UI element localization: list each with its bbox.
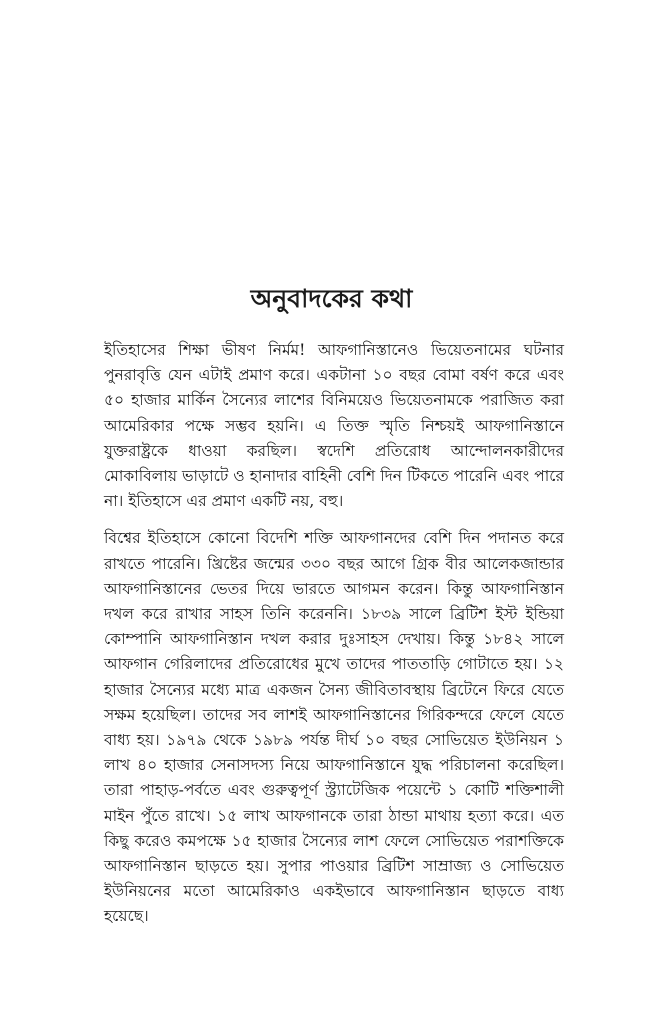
page-title: অনুবাদকের কথা <box>250 284 413 313</box>
paragraph-2: বিশ্বের ইতিহাসে কোনো বিদেশি শক্তি আফগানদের বেশি দিন পদানত করে রাখতে পারেনি। খ্রিষ্টের জন্মের ৩৩০ বছর আগে গ্রিক বীর আলেকজান্ডার আফগানিস্তানের ভেতর দিয়ে ভারতে আগমন করেন। কিন্তু আফগানিস্তান দখল করে রাখার সাহস তিনি করেননি। ১৮৩৯ সালে ব্রিটিশ ইস্ট ইন্ডিয়া কোম্পানি আফগানিস্তান দখল করার দুঃসাহস দেখায়। কিন্তু ১৮৪২ সালে আফগান গেরিলাদের প্রতিরোধের মুখে তাদের পাততাড়ি গোটাতে হয়। ১২ হাজার সৈন্যের মধ্যে মাত্র একজন সৈন্য জীবিতাবস্থায় ব্রিটেনে ফিরে যেতে সক্ষম হয়েছিল। তাদের সব লাশই আফগানিস্তানের গিরিকন্দরে ফেলে যেতে বাধ্য হয়। ১৯৭৯ থেকে ১৯৮৯ পর্যন্ত দীর্ঘ ১০ বছর সোভিয়েত ইউনিয়ন ১ লাখ ৪০ হাজার সেনাসদস্য নিয়ে আফগানিস্তানে যুদ্ধ পরিচালনা করেছিল। তারা পাহাড়-পর্বতে এবং গুরুত্বপূর্ণ স্ট্র্যাটেজিক পয়েন্টে ১ কোটি শক্তিশালী মাইন পুঁতে রাখে। ১৫ লাখ আফগানকে তারা ঠান্ডা মাথায় হত্যা করে। এত কিছু করেও কমপক্ষে ১৫ হাজার সৈন্যের লাশ ফেলে সোভিয়েত পরাশক্তিকে আফগানিস্তান ছাড়তে হয়। সুপার পাওয়ার ব্রিটিশ সাম্রাজ্য ও সোভিয়েত ইউনিয়নের মতো আমেরিকাও একইভাবে আফগানিস্তান ছাড়তে বাধ্য হয়েছে। <box>104 529 564 926</box>
body-text <box>104 338 564 942</box>
paragraph-1: ইতিহাসের শিক্ষা ভীষণ নির্মম! আফগানিস্তানেও ভিয়েতনামের ঘটনার পুনরাবৃত্তি যেন এটাই প্রমাণ করে। একটানা ১০ বছর বোমা বর্ষণ করে এবং ৫০ হাজার মার্কিন সৈন্যের লাশের বিনিময়েও ভিয়েতনামকে পরাজিত করা আমেরিকার পক্ষে সম্ভব হয়নি। এ তিক্ত স্মৃতি নিশ্চয়ই আফগানিস্তানে যুক্তরাষ্ট্রকে ধাওয়া করছিল। স্বদেশি প্রতিরোধ আন্দোলনকারীদের মোকাবিলায় ভাড়াটে ও হানাদার বাহিনী বেশি দিন টিকতে পারেনি এবং পারে না। ইতিহাসে এর প্রমাণ একটি নয়, বহু। <box>104 341 564 511</box>
